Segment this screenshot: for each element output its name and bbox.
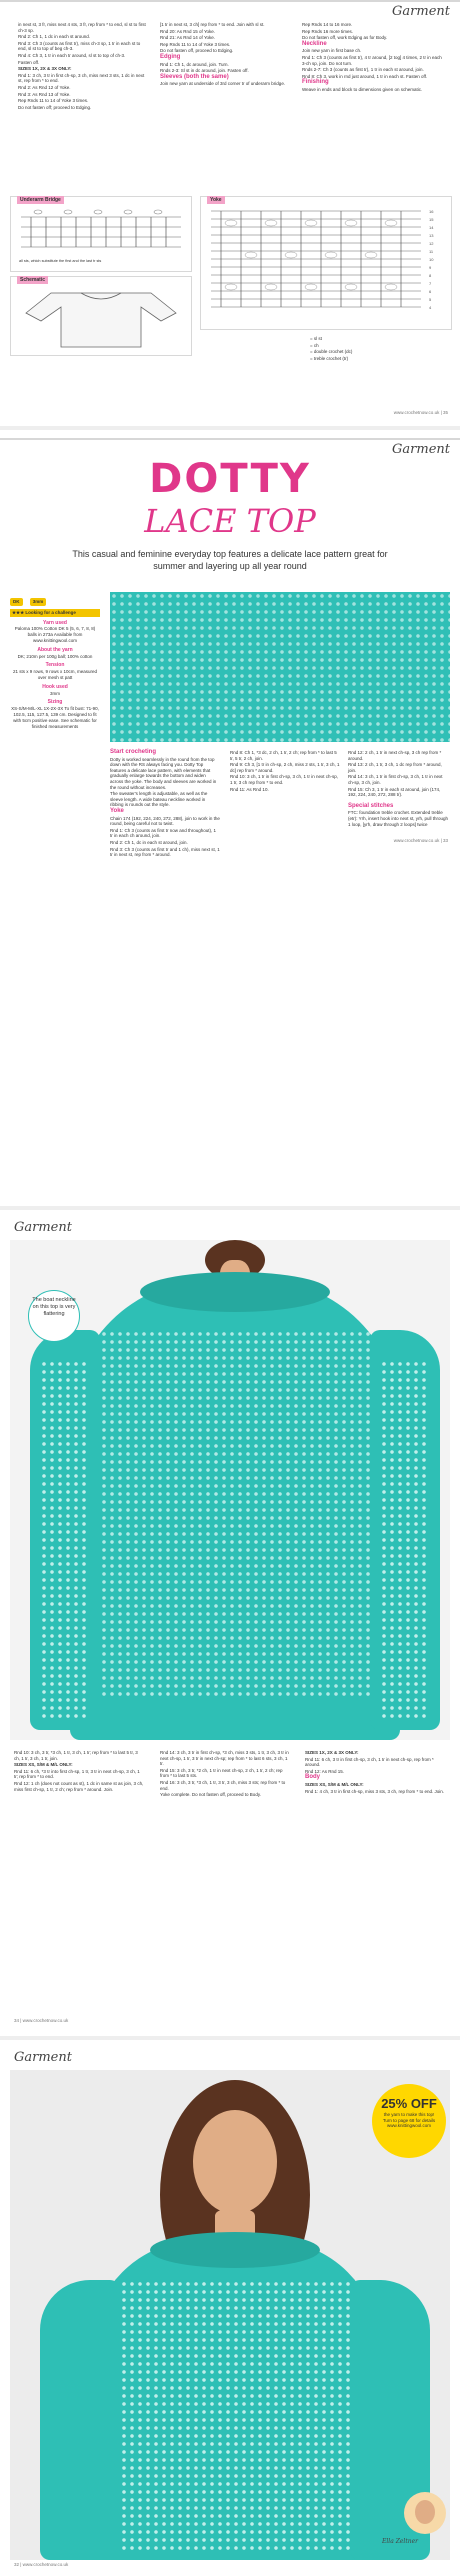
badge-dk: DK: [10, 598, 23, 606]
paragraph: Rnd 1: 4 ch, 3 tr in first ch-sp, miss 3 sts, 3 ch, rep from * to end. Join.: [305, 1788, 445, 1794]
badges-row: [10, 598, 100, 606]
paragraph: Rnd 12: 1 ch (does not count as st), 1 dc in same st as join, 3 ch, miss first ch-sp, 1 tr, 2 ch; rep from * around. Join.: [14, 1780, 144, 1792]
paragraph: Rnd 8: Ch 3, work in rnd just around, 1 tr in each st. Fasten off.: [302, 73, 428, 79]
sleeves-heading: Sleeves (both the same): [160, 73, 229, 80]
paragraph: [1 tr in next st, 3 ch] rep from * to end. Join with sl st.: [160, 22, 265, 27]
paragraph: Dotty is worked seamlessly in the round from the top down with the RS always facing you. Dotty Top features a delicate lace pattern, with elements that gradually enlarge towards the bottom and widen across the yoke. The body and sleeves are worked in the round without increases.: [110, 756, 217, 790]
svg-text:4: 4: [429, 305, 432, 310]
lace-pattern: [380, 1360, 430, 1720]
paragraph: Rnd 2: Ch 1, dc in each st around, join.: [110, 839, 188, 845]
paragraph: Do not fasten off, work Edging as for Body.: [302, 35, 388, 41]
paragraph: Rnd 11: As Rnd 10.: [230, 786, 269, 792]
paragraph: Rnds 2-7: Ch 3 (counts as first tr), 1 tr in each st around, join.: [302, 67, 424, 73]
lace-pattern: [100, 1330, 370, 1700]
paragraph: Rnd 1: Ch 3 (counts as first tr), 4 tr around, [2 tog] 4 times, 2 tr in each 3-ch sp, join. Do not turn.: [302, 54, 442, 66]
about-text: DK; 210m per 100g ball; 100% cotton: [17, 653, 93, 659]
lace-pattern: [120, 2280, 350, 2550]
paragraph: Yoke complete. Do not fasten off, proceed to Body.: [160, 1792, 261, 1798]
paragraph: Rnd 2: As Rnd 12 of Yoke.: [18, 84, 71, 90]
pattern-column-2: [160, 1750, 290, 1799]
paragraph: Rnd 15: Ch 3, 1 tr in each st around, join (174, 192, 224, 240, 272, 288 tr).: [348, 786, 441, 798]
paragraph: Do not fasten off, proceed to Edging.: [160, 48, 234, 54]
paragraph: in next st, 3 fr, miss next 4 sts, 3 fr, rep from * to end, sl st to first ch-3 sp.: [18, 22, 146, 33]
pattern-column-1: [110, 750, 220, 859]
svg-text:11: 11: [429, 249, 434, 254]
edging-heading: Edging: [160, 53, 181, 60]
legend-item: = ch: [310, 342, 319, 348]
special-stitches-text: FTC: foundation treble crochet. Extended treble (etr): Yrh, insert hook into next st, yrh, pull through 1 loop, [yrh, draw through 2 loops] twice: [348, 810, 448, 827]
top-rule: [0, 0, 460, 2]
tension-heading: Tension: [45, 662, 65, 669]
paragraph: Rep Rnds 16 more times.: [302, 28, 354, 34]
page-footer: 32 | www.crochetnow.co.uk: [14, 2562, 69, 2567]
designer-avatar: [404, 2492, 446, 2534]
page-footer: www.crochetnow.co.uk | 35: [393, 410, 448, 415]
chart-legend: [310, 336, 440, 362]
designer-face: [415, 2500, 435, 2524]
pattern-column-3: [302, 22, 442, 94]
paragraph: Rnd 8: Ch 1, *3 dc, 2 ch, 1 tr, 2 ch; rep from * to last 5 tr, 5 tr, 2 ch, join.: [230, 750, 337, 761]
top-rule: [0, 438, 460, 440]
paragraph: Rnd 1: 3 ch, 3 tr in first ch-sp, 3 ch, miss next 3 sts, 1 dc in next st, rep from * to end.: [18, 72, 145, 84]
paragraph: Rep Rnds 11 to 14 of Yoke 3 times.: [160, 41, 231, 47]
diagram-title: Yoke: [207, 196, 225, 204]
svg-text:15: 15: [429, 217, 434, 222]
diagram-title: Schematic: [17, 276, 48, 284]
hook-text: 3mm: [50, 690, 60, 696]
paragraph: SIZES 1X, 2X & 3X ONLY:: [305, 1750, 359, 1755]
title-lace-top: LACE TOP: [144, 502, 316, 540]
paragraph: Rnd 14: 3 ch, 3 tr in first ch-sp, *3 ch, miss 3 sts, 1 tr, 3 ch, 3 tr in next ch-sp, 1 tr, 3 tr in next ch-sp; rep from * to last 6 sts, 3 ch, 1 tr.: [160, 1750, 289, 1767]
paragraph: Rnd 15: 3 ch, 3 tr, *2 ch, 1 tr in next ch-sp, 2 ch, 1 tr, 2 ch; rep from * to last 5 sts.: [160, 1767, 283, 1779]
svg-text:10: 10: [429, 257, 434, 262]
paragraph: Join new yarn at underside of 3rd corner tr of underarm bridge.: [160, 81, 286, 87]
paragraph: Rnd 1: Ch 3 (counts as first tr now and throughout), 1 tr in each ch around, join.: [110, 827, 217, 839]
left-sleeve: [40, 2280, 120, 2560]
section-label: Garment: [392, 442, 450, 457]
yarn-heading: Yarn used: [43, 619, 67, 626]
difficulty-label: Looking for a challenge: [25, 609, 76, 615]
pattern-column-1: [18, 22, 150, 111]
svg-text:7: 7: [429, 281, 432, 286]
paragraph: Rnd 3: As Rnd 13 of Yoke.: [18, 91, 71, 97]
svg-text:5: 5: [429, 297, 432, 302]
paragraph: Rnd 4: Ch 3, 1 tr in each tr around, sl st to top of ch-3.: [18, 52, 126, 58]
paragraph: Fasten off.: [18, 59, 40, 65]
diagram-note: all sts, which substitute the first and the last tr sts: [19, 259, 102, 263]
pattern-column-2: [230, 750, 340, 793]
sweater-schematic: [11, 277, 191, 355]
underarm-bridge-diagram: [10, 196, 192, 272]
schematic-diagram: [10, 276, 192, 356]
paragraph: The sweater's length is adjustable, as well as the sleeve length. A wide bateau neckline worked in ribbing is rounds out the style.: [110, 791, 208, 808]
hook-heading: Hook used: [42, 683, 68, 690]
page-footer: 34 | www.crochetnow.co.uk: [14, 2018, 69, 2023]
paragraph: Rnd 12: As Rnd 15.: [305, 1768, 345, 1774]
title-dotty: DOTTY: [149, 456, 311, 502]
paragraph: Rnd 1: Ch 1, dc around, join. Turn.: [160, 61, 229, 67]
legend-item: = sl st: [310, 336, 322, 341]
paragraph: SIZES XS, S/M & M/L ONLY:: [14, 1762, 73, 1768]
garment-photo-page: [0, 1210, 460, 2040]
start-heading: Start crocheting: [110, 749, 157, 755]
paragraph: Rnd 10: 3 ch, 3 tr, *3 ch, 1 tr, 3 ch, 1 tr; rep from * to last 5 tr, 3 ch, 1 tr, 3 ch, 1 tr, join.: [14, 1750, 138, 1761]
discount-text: the yarn to make this top! Turn to page 68 for details www.knittingwool.com: [382, 2112, 436, 2129]
yoke-diagram: [200, 196, 452, 330]
paragraph: Rep Rnds 11 to 14 of Yoke 3 times.: [18, 98, 89, 104]
paragraph: Rnd 12: 2 ch, 1 tr in next ch-sp, 3 ch rep from * around.: [348, 750, 442, 761]
paragraph: Rnds 2-3: Sl st in dc around, join. Fasten off.: [160, 68, 249, 74]
pattern-column-1: [14, 1750, 144, 1793]
page-footer: www.crochetnow.co.uk | 33: [393, 838, 448, 843]
paragraph: Rnd 14: 3 ch, 1 tr in first ch-sp, 3 ch, 1 tr in next ch-sp, 3 ch, join.: [348, 774, 443, 785]
section-label: Garment: [392, 4, 450, 19]
paragraph: Weave in ends and block to dimensions given on schematic.: [302, 86, 423, 92]
yoke-heading: Yoke: [110, 807, 124, 814]
special-stitches-heading: Special stitches: [348, 802, 394, 809]
paragraph: Join new yarn in first base ch.: [302, 48, 362, 54]
paragraph: Rnd 3: Ch 3 (counts as first tr), miss ch-3 sp, 1 tr in each st to end, sl st to top of beg ch-3.: [18, 40, 141, 52]
intro-text: This casual and feminine everyday top features a delicate lace pattern great for summer and layering up all year round: [72, 549, 388, 571]
svg-text:13: 13: [429, 233, 434, 238]
callout-bubble: The boat neckline on this top is very flattering: [28, 1290, 80, 1342]
badge-hook: 3mm: [30, 598, 47, 606]
discount-offer-badge: [372, 2084, 446, 2158]
neckline-heading: Neckline: [302, 40, 327, 47]
section-label: Garment: [14, 2050, 72, 2065]
svg-text:12: 12: [429, 241, 434, 246]
about-heading: About the yarn: [37, 646, 73, 653]
paragraph: Rnd 20: As Rnd 15 of Yoke.: [160, 28, 216, 34]
lace-swatch-photo: [110, 592, 450, 742]
paragraph: Rnd 2: Ch 1, 1 dc in each st around.: [18, 34, 91, 40]
title-page: [0, 430, 460, 1210]
sizes-heading: SIZES 1X, 2X & 3X ONLY:: [18, 66, 72, 72]
model-photo-page: [0, 2040, 460, 2573]
paragraph: Rnd 11: 6 ch, *3 tr into first ch-sp, 1 tr, 3 tr in next ch-sp, 3 ch, 1 tr; rep from * to end.: [14, 1768, 140, 1780]
svg-text:8: 8: [429, 273, 432, 278]
paragraph: Rnd 11: 6 ch, 3 tr in first ch-sp, 3 ch, 1 tr in next ch-sp, rep from * around.: [305, 1756, 434, 1768]
star-icon: ★★★: [12, 609, 25, 615]
neckband: [150, 2232, 320, 2268]
svg-text:6: 6: [429, 289, 432, 294]
paragraph: Do not fasten off; proceed to Edging.: [18, 104, 92, 110]
diagram-title: Underarm Bridge: [17, 196, 64, 204]
legend-item: = double crochet (dc): [310, 349, 353, 355]
paragraph: Rnd 10: 3 ch, 1 tr in first ch-sp, 3 ch, 1 tr in next ch-sp, 1 tr, 3 ch rep from * to end.: [230, 774, 339, 785]
tension-text: 21 sts x 9 rows, 9 rows x 10cm, measured over mesh st patt: [12, 669, 98, 680]
section-label: Garment: [14, 1220, 72, 1235]
stitch-chart: [201, 197, 451, 329]
svg-text:16: 16: [429, 209, 434, 214]
paragraph: SIZES XS, S/M & M/L ONLY:: [305, 1781, 364, 1787]
face: [193, 2110, 277, 2214]
paragraph: Rnd 3: Ch 3 (counts as first tr and 1 ch), miss next st, 1 tr in next st, rep from * around.: [110, 846, 220, 858]
legend-item: = treble crochet (tr): [310, 355, 349, 361]
paragraph: Rnd 16: 3 ch, 3 tr, *3 ch, 1 tr, 3 tr, 3 ch, miss 3 sts; rep from * to end.: [160, 1779, 286, 1791]
discount-percent: 25% OFF: [381, 2096, 437, 2111]
paragraph: Rnd 21: As Rnd 14 of Yoke.: [160, 35, 216, 41]
paragraph: Rep Rnds 14 to 16 more.: [302, 22, 353, 27]
lace-pattern: [110, 592, 450, 742]
body-heading: Body: [305, 1774, 320, 1781]
sizing-heading: Sizing: [47, 699, 63, 706]
info-panel: [10, 598, 100, 729]
pattern-column-3: [348, 750, 450, 828]
yarn-text: Paloma 100% Cotton DK 5 (5, 6, 7, 8, 8) balls in 273a Available from www.knittingwool.com: [14, 626, 96, 643]
pattern-column-3: [305, 1750, 445, 1795]
lace-pattern: [40, 1360, 90, 1720]
pattern-column-2: [160, 22, 292, 88]
finishing-heading: Finishing: [302, 79, 329, 86]
neckband: [140, 1272, 330, 1312]
svg-text:14: 14: [429, 225, 434, 230]
paragraph: Rnd 9: Ch 3, [1 tr in ch-sp, 2 ch, miss 2 sts, 1 tr, 3 ch, 1 dc] rep from * around.: [230, 762, 340, 773]
paragraph: Rnd 13: 2 ch, 1 tr, 3 ch, 1 dc rep from * around, join.: [348, 762, 442, 773]
svg-text:9: 9: [429, 265, 432, 270]
sizing-text: XS-S/M-M/L-XL 1X-2X-3X To fit bust: 71-90, 102.5, 115, 127.5, 139 cm. Designed to fit with 5cm positive ease. See schematic for finished measurements: [11, 706, 99, 729]
difficulty-bar: [10, 609, 100, 617]
pattern-page-1: [0, 0, 460, 430]
paragraph: Chain 174 (192, 224, 240, 272, 288), join to work in the round, being careful not to twist.: [110, 815, 220, 827]
designer-name: Ella Zeltner: [382, 2538, 419, 2545]
